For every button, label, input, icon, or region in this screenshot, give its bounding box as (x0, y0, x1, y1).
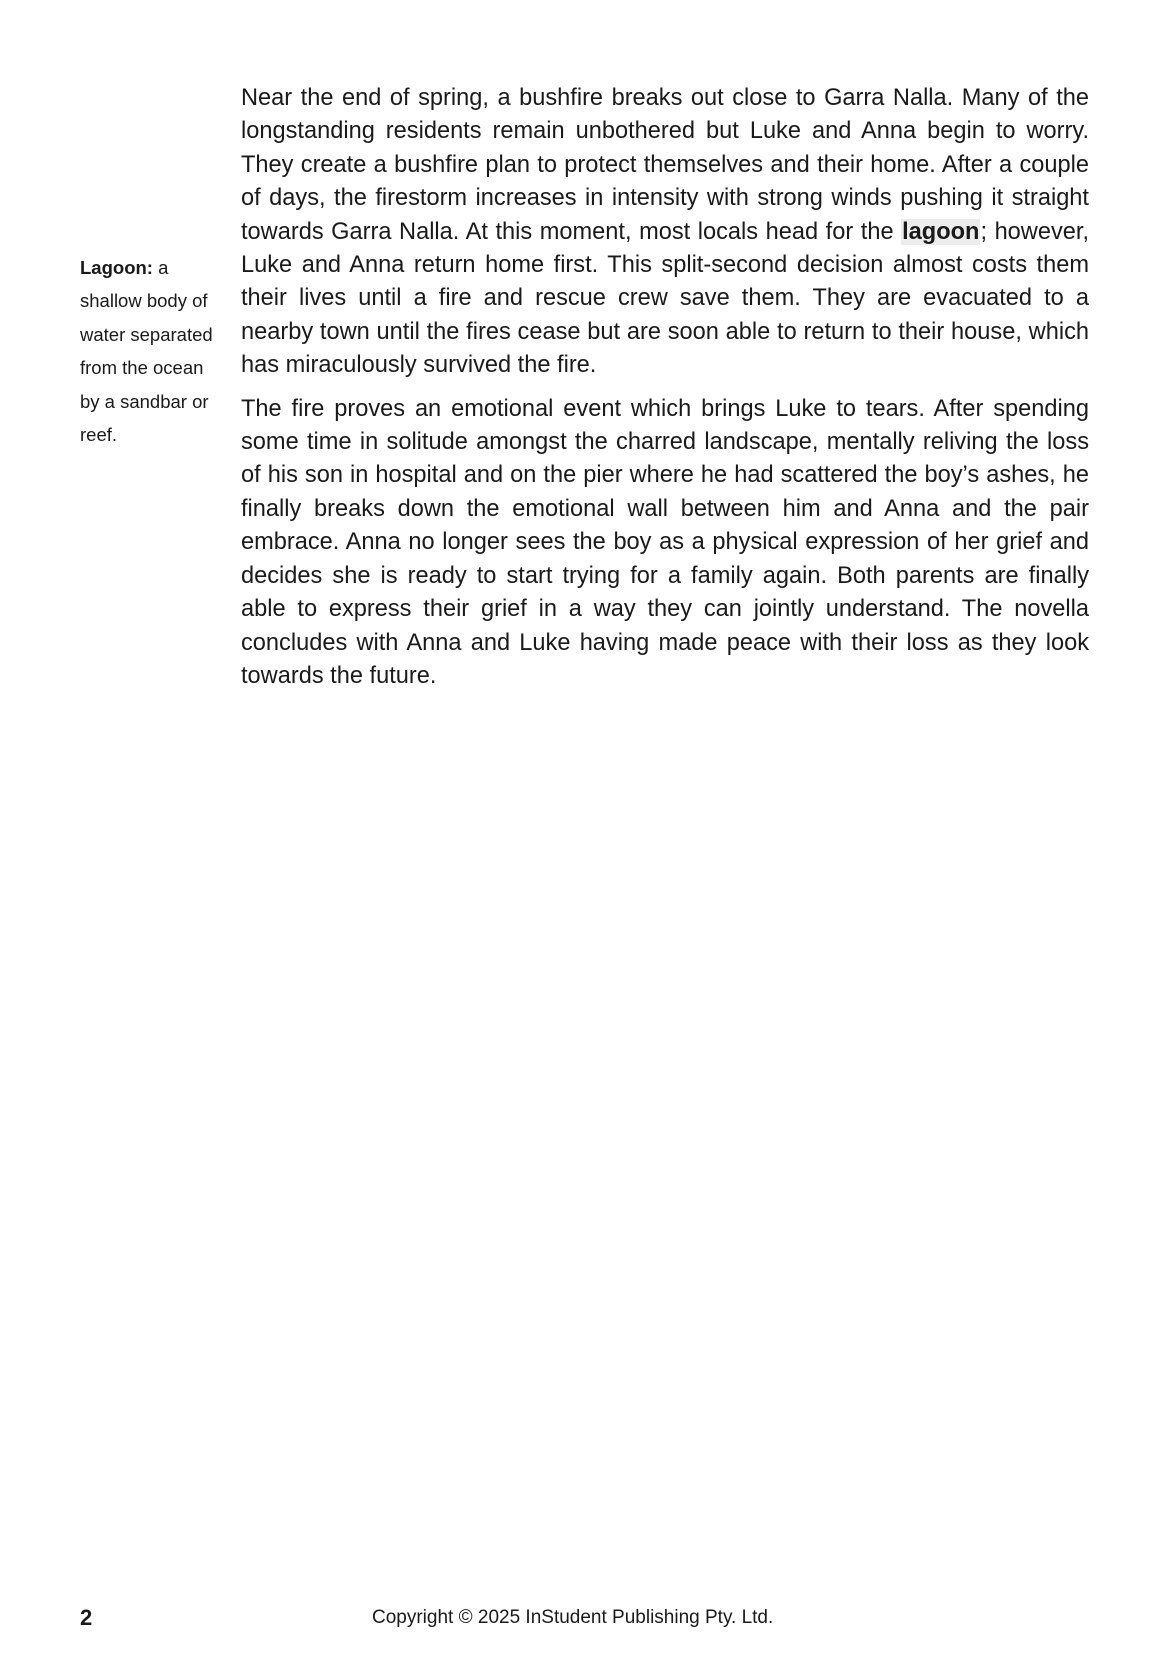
copyright-notice: Copyright © 2025 InStudent Publishing Pty. Ltd. (372, 1607, 774, 1628)
glossary-term: Lagoon: (80, 257, 153, 278)
paragraph-2: The fire proves an emotional event which brings Luke to tears. After spending some time in solitude amongst the charred landscape, mentally reliving the loss of his son in hospital and on the pier where he had scattered the boy’s ashes, he finally breaks down the emotional wall between him and Anna and the pair embrace. Anna no longer sees the boy as a physical expression of her grief and decides she is ready to start trying for a family again. Both parents are finally able to express their grief in a way they can jointly understand. The novella concludes with Anna and Luke having made peace with their loss as they look towards the future. (241, 395, 1089, 689)
paragraph-1-text-before: Near the end of spring, a bushfire breaks out close to Garra Nalla. Many of the longstanding residents remain unbothered but Luke and Anna begin to worry. They create a bushfire plan to protect themselves and their home. After a couple of days, the firestorm increases in intensity with strong winds pushing it straight towards Garra Nalla. At this moment, most locals head for the (241, 85, 1089, 245)
main-text (241, 82, 1089, 693)
glossary-definition: a shallow body of water separated from the ocean by a sandbar or reef. (80, 257, 213, 446)
paragraph-1-text-after: ; however, Luke and Anna return home first. This split-second decision almost costs them their lives until a fire and rescue crew save them. They are evacuated to a nearby town until the fires cease but are soon able to return to their house, which has miraculously survived the fire. (241, 218, 1089, 379)
glossary-sidebar (80, 251, 220, 451)
paragraph-1 (241, 82, 1089, 383)
page-number: 2 (80, 1605, 93, 1630)
highlighted-term-lagoon: lagoon (902, 218, 980, 245)
